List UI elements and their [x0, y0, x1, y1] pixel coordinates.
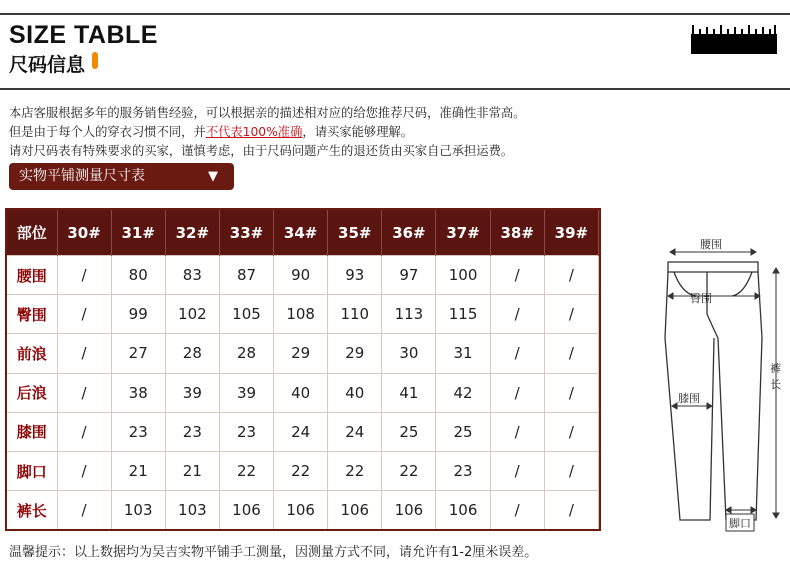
- measurement-value: 115: [436, 295, 490, 334]
- accuracy-disclaimer: 不代表100%准确: [205, 125, 303, 139]
- measurement-value: 99: [111, 295, 165, 334]
- measurement-value: 21: [165, 451, 219, 490]
- waist-label: 腰围: [700, 238, 722, 251]
- measurement-value: /: [57, 412, 111, 451]
- measurement-value: /: [57, 491, 111, 529]
- footnote: 温馨提示：以上数据均为吴吉实物平铺手工测量，因测量方式不同，请允许有1-2厘米误差。: [9, 545, 538, 560]
- measurement-value: 103: [111, 491, 165, 529]
- measurement-value: 23: [436, 451, 490, 490]
- measurement-value: 24: [328, 412, 382, 451]
- measurement-value: 25: [382, 412, 436, 451]
- measurement-value: /: [490, 373, 544, 412]
- measurement-value: 106: [436, 491, 490, 529]
- measurement-value: 113: [382, 295, 436, 334]
- size-table-row: [7, 256, 599, 295]
- measurement-value: 25: [436, 412, 490, 451]
- measurement-value: 39: [165, 373, 219, 412]
- header-cell: 31#: [111, 210, 165, 256]
- measurement-value: /: [57, 334, 111, 373]
- measurement-label: 膝围: [7, 412, 57, 451]
- hip-label: 臀围: [690, 292, 712, 305]
- measurement-section-header: [9, 163, 234, 190]
- measurement-value: 93: [328, 256, 382, 295]
- measurement-value: 102: [165, 295, 219, 334]
- header-cell: 35#: [328, 210, 382, 256]
- measurement-value: 42: [436, 373, 490, 412]
- measurement-value: 28: [165, 334, 219, 373]
- header-cell: 36#: [382, 210, 436, 256]
- measurement-value: 106: [274, 491, 328, 529]
- header-cell: 37#: [436, 210, 490, 256]
- measurement-value: /: [544, 334, 598, 373]
- measurement-value: /: [490, 451, 544, 490]
- measurement-label: 前浪: [7, 334, 57, 373]
- measurement-value: 39: [219, 373, 273, 412]
- measurement-label: 裤长: [7, 491, 57, 529]
- measurement-value: 22: [219, 451, 273, 490]
- measurement-value: 40: [274, 373, 328, 412]
- measurement-value: /: [544, 256, 598, 295]
- ruler-icon: [691, 25, 777, 54]
- size-table-row: [7, 451, 599, 490]
- measurement-value: /: [490, 256, 544, 295]
- intro-line-1: 本店客服根据多年的服务销售经验，可以根据亲的描述相对应的给您推荐尺码，准确性非常高。: [9, 106, 526, 120]
- header-cell: 30#: [57, 210, 111, 256]
- size-table-row: [7, 295, 599, 334]
- measurement-value: /: [544, 412, 598, 451]
- measurement-value: 100: [436, 256, 490, 295]
- intro-line-3: 请对尺码表有特殊要求的买家，谨慎考虑，由于尺码问题产生的退还货由买家自己承担运费。: [9, 144, 514, 158]
- measurement-value: 103: [165, 491, 219, 529]
- measurement-value: 106: [382, 491, 436, 529]
- measurement-label: 腰围: [7, 256, 57, 295]
- page-title-en: SIZE TABLE: [9, 21, 158, 49]
- measurement-value: /: [57, 256, 111, 295]
- header-cell: 38#: [490, 210, 544, 256]
- measurement-value: 83: [165, 256, 219, 295]
- pants-diagram: [652, 228, 790, 533]
- length-label-1: 裤: [770, 362, 781, 375]
- measurement-label: 脚口: [7, 451, 57, 490]
- measurement-label: 臀围: [7, 295, 57, 334]
- measurement-value: 90: [274, 256, 328, 295]
- knee-label: 膝围: [678, 392, 700, 405]
- measurement-value: 23: [219, 412, 273, 451]
- measurement-value: 87: [219, 256, 273, 295]
- measurement-value: /: [490, 412, 544, 451]
- measurement-value: 40: [328, 373, 382, 412]
- header-cell: 33#: [219, 210, 273, 256]
- measurement-value: 23: [111, 412, 165, 451]
- measurement-value: /: [544, 373, 598, 412]
- measurement-value: 27: [111, 334, 165, 373]
- intro-line-2-post: ，请买家能够理解。: [302, 125, 414, 139]
- length-label-2: 长: [770, 378, 781, 391]
- size-table-row: [7, 412, 599, 451]
- measurement-value: 106: [219, 491, 273, 529]
- intro-text: [9, 104, 525, 161]
- measurement-value: 108: [274, 295, 328, 334]
- measurement-value: 38: [111, 373, 165, 412]
- top-rule: [0, 13, 790, 15]
- size-table-row: [7, 491, 599, 529]
- header-divider: [0, 88, 790, 90]
- measurement-value: 97: [382, 256, 436, 295]
- measurement-value: 105: [219, 295, 273, 334]
- measurement-value: /: [57, 451, 111, 490]
- header-cell: 32#: [165, 210, 219, 256]
- measurement-value: /: [57, 295, 111, 334]
- measurement-value: 23: [165, 412, 219, 451]
- size-table: [5, 208, 601, 531]
- section-header-label: 实物平铺测量尺寸表: [19, 168, 145, 184]
- intro-line-2: [9, 123, 525, 142]
- measurement-value: 22: [274, 451, 328, 490]
- header-cell: 部位: [7, 210, 57, 256]
- header-cell: 34#: [274, 210, 328, 256]
- measurement-value: 80: [111, 256, 165, 295]
- intro-line-2-pre: 但是由于每个人的穿衣习惯不同，并: [9, 125, 206, 139]
- measurement-value: /: [544, 451, 598, 490]
- measurement-value: /: [490, 491, 544, 529]
- header-cell: 39#: [544, 210, 598, 256]
- measurement-label: 后浪: [7, 373, 57, 412]
- measurement-value: /: [490, 334, 544, 373]
- measurement-value: /: [490, 295, 544, 334]
- measurement-value: 29: [274, 334, 328, 373]
- measurement-value: 41: [382, 373, 436, 412]
- measurement-value: /: [57, 373, 111, 412]
- page-title-zh: 尺码信息: [9, 54, 86, 76]
- measurement-value: 22: [382, 451, 436, 490]
- size-table-row: [7, 334, 599, 373]
- measurement-value: 28: [219, 334, 273, 373]
- measurement-value: 22: [328, 451, 382, 490]
- dropdown-arrow-icon: ▼: [208, 169, 218, 184]
- size-table-row: [7, 373, 599, 412]
- measurement-value: 106: [328, 491, 382, 529]
- measurement-value: 30: [382, 334, 436, 373]
- title-accent-bar: [92, 52, 98, 69]
- hem-label: 脚口: [729, 517, 751, 530]
- measurement-value: 110: [328, 295, 382, 334]
- measurement-value: 29: [328, 334, 382, 373]
- measurement-value: 21: [111, 451, 165, 490]
- measurement-value: 24: [274, 412, 328, 451]
- measurement-value: /: [544, 491, 598, 529]
- measurement-value: /: [544, 295, 598, 334]
- measurement-value: 31: [436, 334, 490, 373]
- size-table-header-row: [7, 210, 599, 256]
